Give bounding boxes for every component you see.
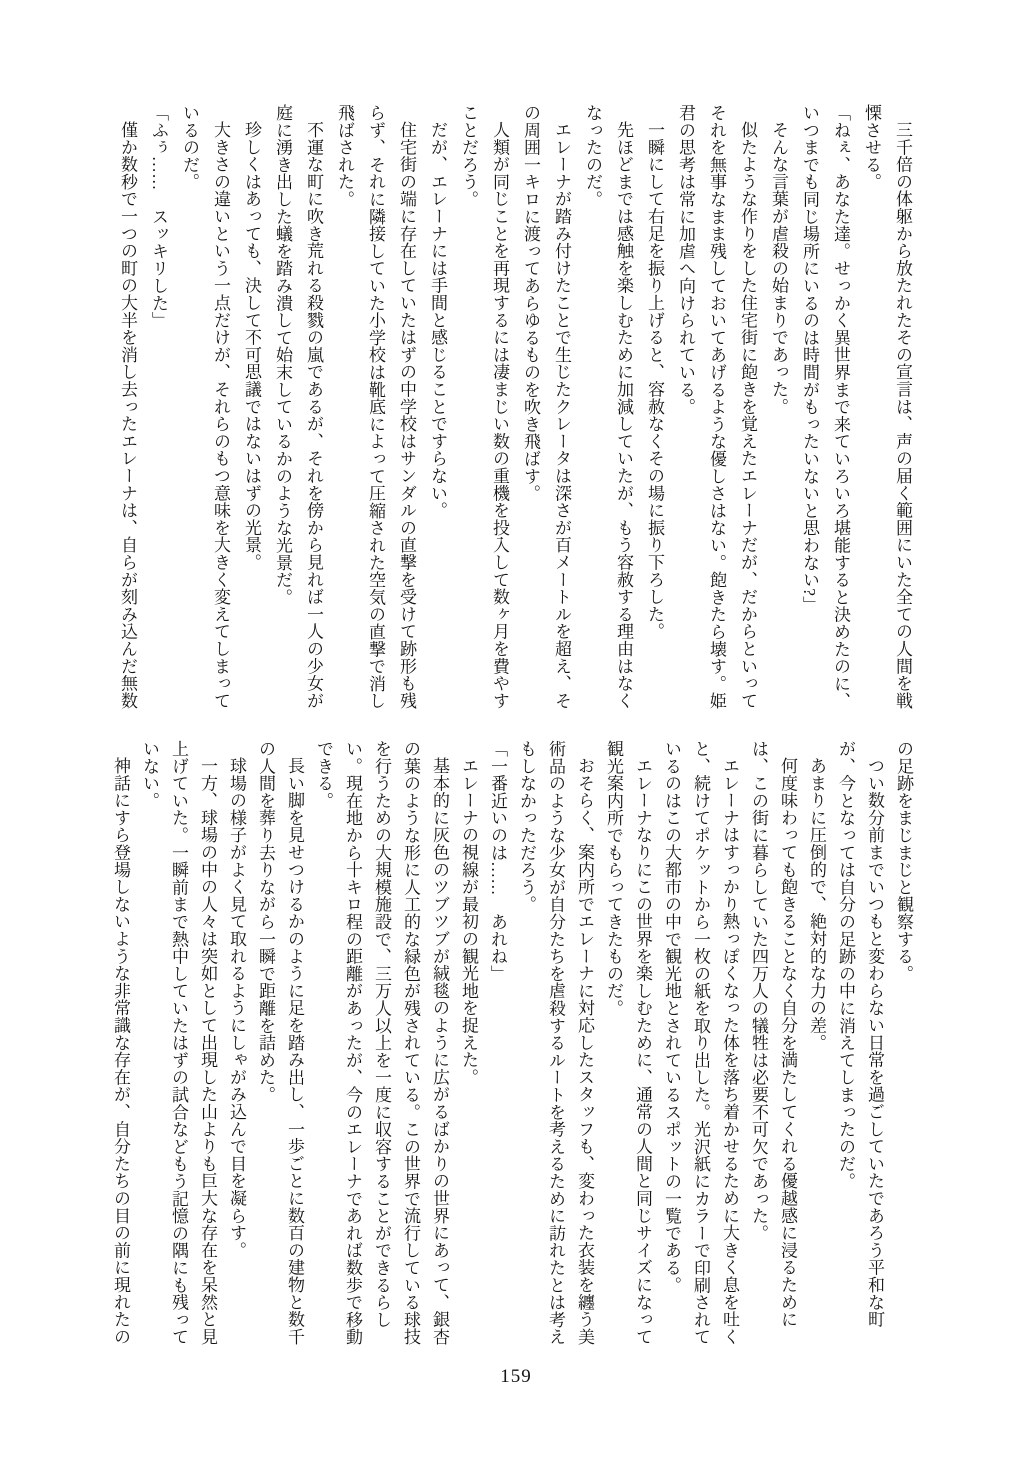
paragraph: 先ほどまでは感触を楽しむために加減していたが、もう容赦する理由はなくなったのだ。	[583, 104, 633, 710]
paragraph: エレーナなりにこの世界を楽しむために、通常の人間と同じサイズになって観光案内所でもらってきたものだ。	[604, 740, 652, 1346]
paragraph: 一瞬にして右足を振り上げると、容赦なくその場に振り下ろした。	[645, 121, 664, 640]
paragraph: 三千倍の体躯から放たれたその宣言は、声の届く範囲にいた全ての人間を戦慄させる。	[862, 104, 912, 710]
paragraph: エレーナの視線が最初の観光地を捉えた。	[459, 757, 478, 1086]
paragraph: おそらく、案内所でエレーナに対応したスタッフも、変わった衣装を纏う美術品のような少女が自分たちを虐殺するルートを考えるために訪れたとは考えもしなかっただろう。	[517, 740, 594, 1346]
paragraph: 大きさの違いという一点だけが、それらのもつ意味を大きく変えてしまっているのだ。	[180, 104, 230, 710]
paragraph: エレーナが踏み付けたことで生じたクレータは深さが百メートルを超え、その周囲一キロに渡ってあらゆるものを吹き飛ばす。	[521, 104, 571, 710]
paragraph: 「ふぅ…… スッキリした」	[149, 104, 168, 329]
text-block-lower	[106, 740, 918, 1350]
paragraph: 長い脚を見せつけるかのように足を踏み出し、一歩ごとに数百の建物と数千の人間を葬り去りながら一瞬で距離を詰めた。	[256, 740, 304, 1346]
paragraph: 一方、球場の中の人々は突如として出現した山よりも巨大な存在を呆然と見上げていた。一瞬前まで熱中していたはずの試合などもう記憶の隅にも残っていない。	[140, 740, 217, 1346]
paragraph: の足跡をまじまじと観察する。	[894, 740, 913, 983]
paragraph: 僅か数秒で一つの町の大半を消し去ったエレーナは、自らが刻み込んだ無数	[118, 121, 137, 710]
paragraph: 基本的に灰色のツブツブが絨毯のように広がるばかりの世界にあって、銀杏の葉のような形に人工的な緑色が残されている。この世界で流行している球技を行うための大規模施設で、三万人以上を一度に収容することができるらしい。現在地から十キロ程の距離があったが、今のエレーナであれば数歩で移動できる。	[314, 740, 449, 1346]
paragraph: 神話にすら登場しないような非常識な存在が、自分たちの目の前に現れたの	[111, 757, 130, 1346]
paragraph: 人類が同じことを再現するには凄まじい数の重機を投入して数ヶ月を費やすことだろう。	[459, 104, 509, 710]
text-block-upper	[112, 104, 918, 718]
paragraph: あまりに圧倒的で、絶対的な力の差。	[807, 757, 826, 1052]
paragraph: 何度味わっても飽きることなく自分を満たしてくれる優越感に浸るためには、この街に暮らしていた四万人の犠牲は必要不可欠であった。	[749, 740, 797, 1328]
paragraph: 似たような作りをした住宅街に飽きを覚えたエレーナだが、だからといってそれを無事なまま残しておいてあげるような優しさはない。飽きたら壊す。姫君の思考は常に加虐へ向けられている。	[676, 104, 757, 710]
paragraph: 珍しくはあっても、決して不可思議ではないはずの光景。	[242, 121, 261, 571]
paragraph: つい数分前までいつもと変わらない日常を過ごしていたであろう平和な町が、今となっては自分の足跡の中に消えてしまったのだ。	[836, 740, 884, 1328]
paragraph: 住宅街の端に存在していたはずの中学校はサンダルの直撃を受けて跡形も残らず、それに隣接していた小学校は靴底によって圧縮された空気の直撃で消し飛ばされた。	[335, 104, 416, 710]
paragraph: 球場の様子がよく見て取れるようにしゃがみ込んで目を凝らす。	[227, 757, 246, 1259]
paragraph: 不運な町に吹き荒れる殺戮の嵐であるが、それを傍から見れば一人の少女が庭に湧き出した蟻を踏み潰して始末しているかのような光景だ。	[273, 104, 323, 710]
paragraph: そんな言葉が虐殺の始まりであった。	[769, 121, 788, 416]
paragraph: 「ねぇ、あなた達。せっかく異世界まで来ていろいろ堪能すると決めたのに、いつまでも同じ場所にいるのは時間がもったいないと思わない?」	[800, 104, 850, 710]
paragraph: エレーナはすっかり熱っぽくなった体を落ち着かせるために大きく息を吐くと、続けてポケットから一枚の紙を取り出した。光沢紙にカラーで印刷されているのはこの大都市の中で観光地とされているスポットの一覧である。	[662, 740, 739, 1346]
paragraph: 「一番近いのは…… あれね」	[488, 740, 507, 983]
paragraph: だが、エレーナには手間と感じることですらない。	[428, 121, 447, 519]
page-number: 159	[500, 1366, 532, 1387]
